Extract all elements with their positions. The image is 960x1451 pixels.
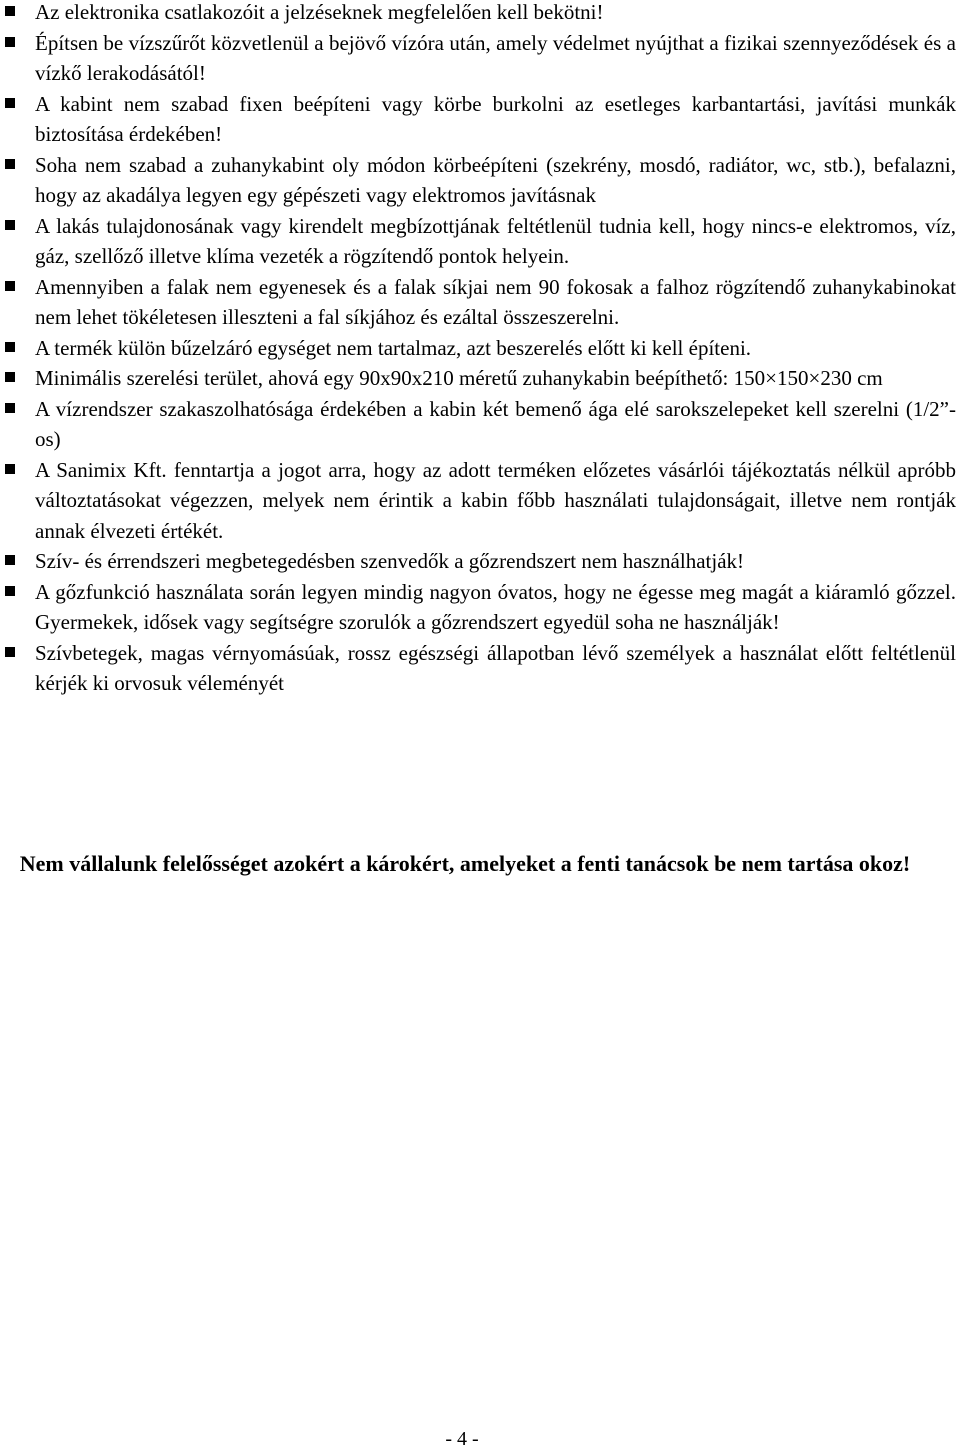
square-bullet-icon [5,372,15,382]
list-item [0,455,956,547]
square-bullet-icon [5,464,15,474]
list-item [0,0,956,28]
square-bullet-icon [5,159,15,169]
list-item [0,150,956,211]
list-item [0,272,956,333]
list-item [0,546,956,577]
list-item [0,638,956,699]
list-item-text: Soha nem szabad a zuhanykabint oly módon körbeépíteni (szekrény, mosdó, radiátor, wc, stb.), befalazni, hogy az akadálya legyen egy gépészeti vagy elektromos javításnak [35,152,956,207]
square-bullet-icon [5,220,15,230]
list-item-text: A vízrendszer szakaszolhatósága érdekében a kabin két bemenő ága elé sarokszelepeket kell szerelni (1/2”-os) [35,396,956,451]
list-item-text: A Sanimix Kft. fenntartja a jogot arra, hogy az adott terméken előzetes vásárlói tájékoztatás nélkül apróbb változtatásokat végezzen, melyek nem érintik a kabin főbb használati tulajdonságait, illetve nem rontják annak élvezeti értékét. [35,457,956,543]
square-bullet-icon [5,6,15,16]
list-item-text: Az elektronika csatlakozóit a jelzéseknek megfelelően kell bekötni! [35,0,604,24]
square-bullet-icon [5,586,15,596]
square-bullet-icon [5,555,15,565]
list-item [0,394,956,455]
list-item-text: A termék külön bűzelzáró egységet nem tartalmaz, azt beszerelés előtt ki kell építeni. [35,335,752,360]
square-bullet-icon [5,37,15,47]
list-item [0,363,956,394]
square-bullet-icon [5,403,15,413]
list-item [0,211,956,272]
square-bullet-icon [5,342,15,352]
square-bullet-icon [5,98,15,108]
list-item [0,28,956,89]
instruction-list [0,0,956,699]
list-item-text: Építsen be vízszűrőt közvetlenül a bejövő vízóra után, amely védelmet nyújthat a fizikai szennyeződések és a vízkő lerakodásától! [35,30,956,85]
page-number: - 4 - [445,1428,479,1450]
list-item-text: A lakás tulajdonosának vagy kirendelt megbízottjának feltétlenül tudnia kell, hogy nincs-e elektromos, víz, gáz, szellőző illetve klíma vezeték a rögzítendő pontok helyein. [35,213,956,268]
list-item-text: Szív- és érrendszeri megbetegedésben szenvedők a gőzrendszert nem használhatják! [35,549,745,573]
list-item-text: A gőzfunkció használata során legyen mindig nagyon óvatos, hogy ne égesse meg magát a kiáramló gőzzel. Gyermekek, idősek vagy segítségre szorulók a gőzrendszert egyedül soha ne használják! [35,579,956,634]
list-item [0,89,956,150]
square-bullet-icon [5,647,15,657]
list-item-text: A kabint nem szabad fixen beépíteni vagy körbe burkolni az esetleges karbantartási, javítási munkák biztosítása érdekében! [35,91,956,146]
list-item-text: Szívbetegek, magas vérnyomásúak, rossz egészségi állapotban lévő személyek a használat előtt feltétlenül kérjék ki orvosuk véleményét [35,640,956,695]
square-bullet-icon [5,281,15,291]
list-item [0,577,956,638]
list-item-text: Amennyiben a falak nem egyenesek és a falak síkjai nem 90 fokosak a falhoz rögzítendő zuhanykabinokat nem lehet tökéletesen illeszteni a fal síkjához és ezáltal összeszerelni. [35,274,956,329]
list-item [0,333,956,364]
liability-notice: Nem vállalunk felelősséget azokért a károkért, amelyeket a fenti tanácsok be nem tartása okoz! [19,851,911,876]
list-item-text: Minimális szerelési terület, ahová egy 90x90x210 méretű zuhanykabin beépíthető: 150×150×230 cm [35,366,883,390]
